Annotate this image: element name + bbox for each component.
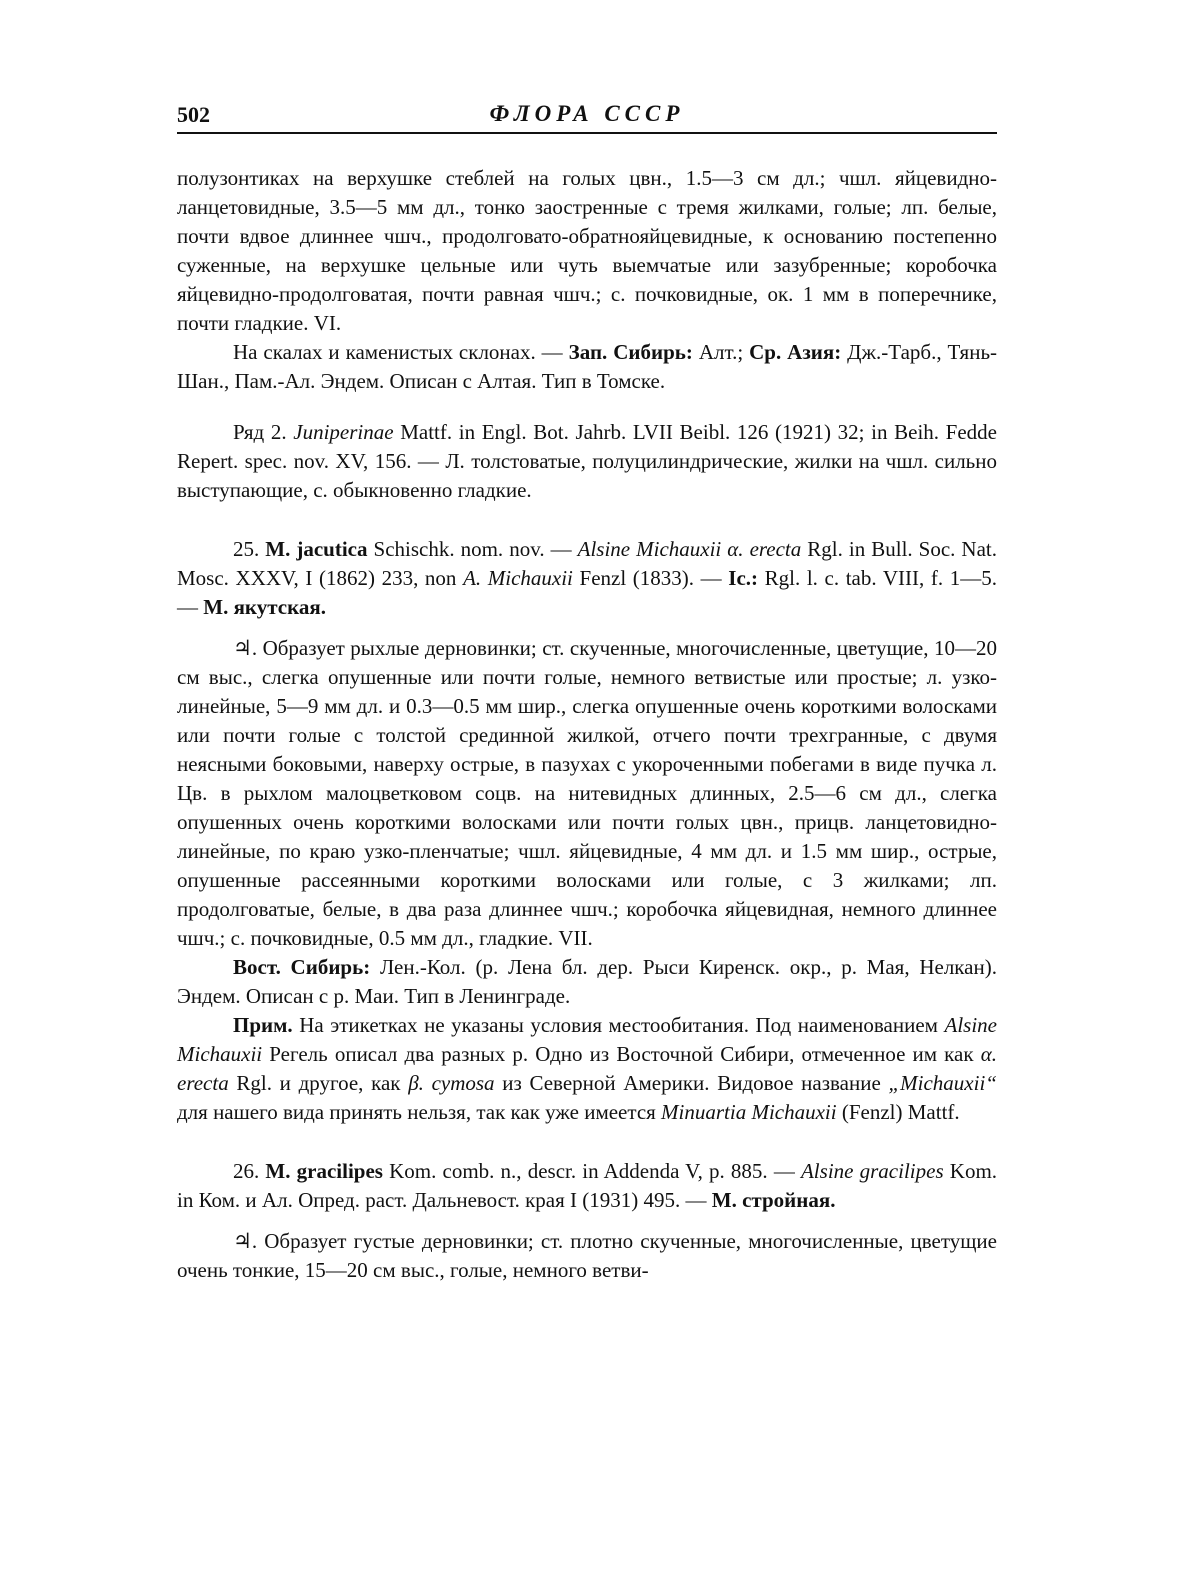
paragraph-distribution-25: Вост. Сибирь: Лен.-Кол. (р. Лена бл. дер. Рыси Киренск. окр., р. Мая, Нелкан). Эндем. Описан с р. Маи. Тип в Ленинграде.	[177, 955, 997, 1008]
synonym-name: Alsine gracilipes	[800, 1159, 944, 1183]
species-name: M. gracilipes	[265, 1159, 383, 1183]
species-name: M. jacutica	[265, 537, 368, 561]
synonym-name: A. Michauxii	[463, 566, 573, 590]
region-label: Вост. Сибирь:	[233, 955, 371, 979]
icon-reference-label: Ic.:	[728, 566, 759, 590]
region-label: Ср. Азия:	[749, 340, 842, 364]
paragraph-note: Прим. На этикетках не указаны условия местообитания. Под наименованием Alsine Michauxii Регель описал два разных р. Одно из Восточной Сибири, отмеченное им как α. erecta Rgl. и другое, как β. cymosa из Северной Америки. Видовое название „Michauxii“ для нашего вида принять нельзя, так как уже имеется Minuartia Michauxii (Fenzl) Mattf.	[177, 1013, 997, 1124]
note-label: Прим.	[233, 1013, 293, 1037]
paragraph-description-26: ♃. Образует густые дерновинки; ст. плотно скученные, многочисленные, цветущие очень тонкие, 15—20 см выс., голые, немного ветви-	[177, 1229, 997, 1282]
paragraph-description-25: ♃. Образует рыхлые дерновинки; ст. скученные, многочисленные, цветущие, 10—20 см выс., слегка опушенные или почти голые, немного ветвистые или простые; л. узко-линейные, 5—9 мм дл. и 0.3—0.5 мм шир., слегка опушенные очень короткими волосками или почти голые с толстой срединной жилкой, отчего почти трехгранные, с двумя неясными боковыми, наверху острые, в пазухах с укороченными побегами в виде пучка л. Цв. в рыхлом малоцветковом соцв. на нитевидных длинных, 2.5—6 см дл., слегка опушенных очень короткими волосками или почти голых цвн., прицв. ланцетовидно-линейные, по краю узко-пленчатые; чшл. яйцевидные, 4 мм дл. и 1.5 мм шир., острые, опушенные рассеянными короткими волосками или голые, с 3 жилками; лп. продолговатые, белые, в два раза длиннее чшч.; коробочка яйцевидная, немного длиннее чшч.; с. почковидные, 0.5 мм дл., гладкие. VII.	[177, 636, 997, 950]
taxon-name: Juniperinae	[293, 420, 394, 444]
russian-name: М. стройная.	[711, 1188, 836, 1212]
page-number: 502	[177, 102, 210, 127]
paragraph-habitat: На скалах и каменистых склонах. — Зап. Сибирь: Алт.; Ср. Азия: Дж.-Тарб., Тянь-Шан., Пам.-Ал. Эндем. Описан с Алтая. Тип в Томске.	[177, 340, 998, 393]
page-body	[177, 164, 997, 1285]
page-header	[177, 100, 997, 134]
species-heading-25: 25. M. jacutica Schischk. nom. nov. — Alsine Michauxii α. erecta Rgl. in Bull. Soc. Nat. Mosc. XXXV, I (1862) 233, non A. Michauxii Fenzl (1833). — Ic.: Rgl. l. c. tab. VIII, f. 1—5. — М. якутская.	[177, 537, 998, 619]
running-title: ФЛОРА СССР	[489, 101, 685, 126]
paragraph-series: Ряд 2. Juniperinae Mattf. in Engl. Bot. Jahrb. LVII Beibl. 126 (1921) 32; in Beih. Fedde Repert. spec. nov. XV, 156. — Л. толстоватые, полуцилиндрические, жилки на чшл. сильно выступающие, с. обыкновенно гладкие.	[177, 420, 997, 502]
synonym-name: Alsine Michauxii α. erecta	[577, 537, 802, 561]
paragraph-description-end: полузонтиках на верхушке стеблей на голых цвн., 1.5—3 см дл.; чшл. яйцевидно-ланцетовидные, 3.5—5 мм дл., тонко заостренные с тремя жилками, голые; лп. белые, почти вдвое длиннее чшч., продолговато-обратнояйцевидные, к основанию постепенно суженные, на верхушке цельные или чуть выемчатые или зазубренные; коробочка яйцевидно-продолговатая, почти равная чшч.; с. почковидные, ок. 1 мм в поперечнике, почти гладкие. VI.	[177, 166, 997, 335]
species-heading-26: 26. M. gracilipes Kom. comb. n., descr. in Addenda V, p. 885. — Alsine gracilipes Kom. in Ком. и Ал. Опред. раст. Дальневост. края I (1931) 495. — М. стройная.	[177, 1159, 998, 1212]
region-label: Зап. Сибирь:	[568, 340, 693, 364]
russian-name: М. якутская.	[203, 595, 327, 619]
